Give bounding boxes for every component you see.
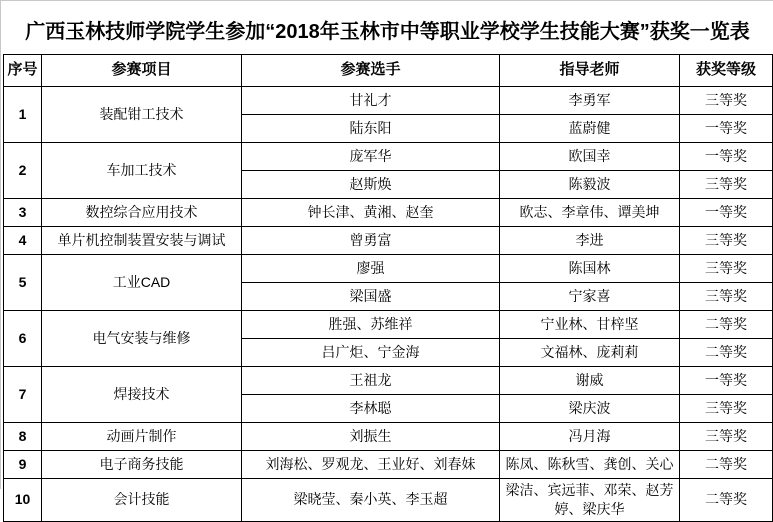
project-cell: 会计技能 [42,479,242,522]
row-number-cell: 8 [4,423,42,451]
contestants-cell: 陆东阳 [242,115,500,143]
project-cell: 装配钳工技术 [42,87,242,143]
table-row [4,367,773,395]
contestants-cell: 王祖龙 [242,367,500,395]
col-header-contestants: 参赛选手 [242,55,500,87]
header-row [4,55,773,87]
teachers-cell: 陈毅波 [500,171,680,199]
project-cell: 车加工技术 [42,143,242,199]
teachers-cell: 梁洁、宾远菲、邓荣、赵芳婷、梁庆华 [500,479,680,522]
award-cell: 一等奖 [680,367,773,395]
contestants-cell: 曾勇富 [242,227,500,255]
award-cell: 二等奖 [680,479,773,522]
teachers-cell: 陈凤、陈秋雪、龚创、关心 [500,451,680,479]
contestants-cell: 庞军华 [242,143,500,171]
teachers-cell: 谢威 [500,367,680,395]
contestants-cell: 刘振生 [242,423,500,451]
teachers-cell: 欧志、李章伟、谭美坤 [500,199,680,227]
award-cell: 一等奖 [680,115,773,143]
row-number-cell: 3 [4,199,42,227]
contestants-cell: 刘海松、罗观龙、王业好、刘春妹 [242,451,500,479]
award-cell: 三等奖 [680,423,773,451]
teachers-cell: 冯月海 [500,423,680,451]
table-row [4,451,773,479]
row-number-cell: 2 [4,143,42,199]
teachers-cell: 欧国幸 [500,143,680,171]
row-number-cell: 4 [4,227,42,255]
award-cell: 二等奖 [680,339,773,367]
contestants-cell: 钟长津、黄湘、赵奎 [242,199,500,227]
award-cell: 三等奖 [680,87,773,115]
col-header-award: 获奖等级 [680,55,773,87]
table-row [4,311,773,339]
contestants-cell: 李林聪 [242,395,500,423]
contestants-cell: 甘礼才 [242,87,500,115]
row-number-cell: 7 [4,367,42,423]
project-cell: 数控综合应用技术 [42,199,242,227]
project-cell: 工业CAD [42,255,242,311]
project-cell: 单片机控制装置安装与调试 [42,227,242,255]
teachers-cell: 宁业林、甘梓坚 [500,311,680,339]
table-row [4,143,773,171]
table-row [4,423,773,451]
awards-table [3,54,773,522]
project-cell: 电气安装与维修 [42,311,242,367]
award-cell: 三等奖 [680,395,773,423]
col-header-index: 序号 [4,55,42,87]
project-cell: 焊接技术 [42,367,242,423]
contestants-cell: 梁国盛 [242,283,500,311]
award-cell: 三等奖 [680,283,773,311]
award-cell: 二等奖 [680,311,773,339]
award-cell: 三等奖 [680,171,773,199]
award-cell: 一等奖 [680,199,773,227]
project-cell: 动画片制作 [42,423,242,451]
contestants-cell: 赵斯焕 [242,171,500,199]
table-row [4,227,773,255]
col-header-project: 参赛项目 [42,55,242,87]
teachers-cell: 蓝蔚健 [500,115,680,143]
award-cell: 三等奖 [680,227,773,255]
table-row [4,87,773,115]
teachers-cell: 李进 [500,227,680,255]
award-cell: 三等奖 [680,255,773,283]
row-number-cell: 1 [4,87,42,143]
contestants-cell: 胜强、苏维祥 [242,311,500,339]
contestants-cell: 吕广炬、宁金海 [242,339,500,367]
col-header-teachers: 指导老师 [500,55,680,87]
table-row [4,479,773,522]
teachers-cell: 文福林、庞莉莉 [500,339,680,367]
teachers-cell: 陈国林 [500,255,680,283]
teachers-cell: 梁庆波 [500,395,680,423]
page-title: 广西玉林技师学院学生参加“2018年玉林市中等职业学校学生技能大赛”获奖一览表 [25,21,750,43]
table-row [4,255,773,283]
contestants-cell: 廖强 [242,255,500,283]
contestants-cell: 梁晓莹、秦小英、李玉超 [242,479,500,522]
row-number-cell: 9 [4,451,42,479]
project-cell: 电子商务技能 [42,451,242,479]
award-cell: 二等奖 [680,451,773,479]
row-number-cell: 10 [4,479,42,522]
award-cell: 一等奖 [680,143,773,171]
teachers-cell: 李勇军 [500,87,680,115]
teachers-cell: 宁家喜 [500,283,680,311]
table-row [4,199,773,227]
row-number-cell: 5 [4,255,42,311]
row-number-cell: 6 [4,311,42,367]
